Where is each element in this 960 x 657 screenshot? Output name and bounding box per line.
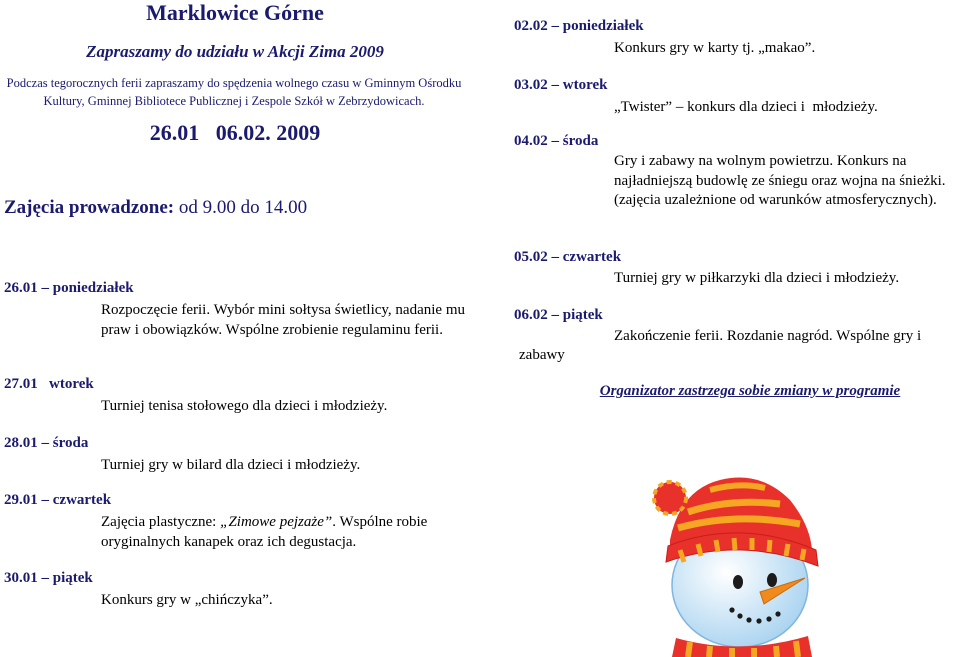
hours-line: [4, 197, 307, 219]
hours-label: Zajęcia prowadzone:: [4, 197, 175, 218]
snowman-pompom: [654, 482, 686, 514]
schedule-desc-7: „Twister” – konkurs dla dzieci i młodzieży.: [614, 99, 878, 115]
schedule-desc-3: Turniej gry w bilard dla dzieci i młodzieży.: [101, 457, 361, 473]
event-dates: 26.01 06.02. 2009: [149, 120, 321, 145]
schedule-desc-6: Konkurs gry w karty tj. „makao”.: [614, 40, 816, 56]
schedule-day-7: 03.02 – wtorek: [514, 77, 608, 93]
snowman-icon: [640, 470, 830, 657]
snowman-eye-left: [733, 575, 743, 589]
schedule-desc-4-b: . Wspólne robie oryginalnych kanapek oraz ich degustacja.: [101, 514, 428, 550]
schedule-desc-4-a: Zajęcia plastyczne:: [101, 514, 221, 530]
schedule-desc-4: [101, 512, 473, 552]
intro-text: Podczas tegorocznych ferii zapraszamy do spędzenia wolnego czasu w Gminnym Ośrodku Kultury, Gminnej Bibliotece Publicznej i Zespole Szkół w Zebrzydowicach.: [6, 76, 462, 108]
page-subtitle: Zapraszamy do udziału w Akcji Zima 2009: [86, 42, 384, 61]
schedule-day-6: 02.02 – poniedziałek: [514, 18, 644, 34]
schedule-day-5: 30.01 – piątek: [4, 570, 93, 586]
schedule-desc-10-cont: zabawy: [519, 347, 565, 363]
schedule-day-4: 29.01 – czwartek: [4, 492, 112, 508]
hours-value: od 9.00 do 14.00: [174, 197, 308, 218]
schedule-day-10: 06.02 – piątek: [514, 307, 603, 323]
schedule-day-1: 26.01 – poniedziałek: [4, 280, 134, 296]
snowman-eye-right: [767, 573, 777, 587]
footer-note: Organizator zastrzega sobie zmiany w programie: [599, 383, 901, 399]
schedule-day-2: 27.01 wtorek: [4, 376, 94, 392]
schedule-desc-4-italic: „Zimowe pejzaże”: [220, 514, 333, 530]
schedule-desc-1: Rozpoczęcie ferii. Wybór mini sołtysa świetlicy, nadanie mu praw i obowiązków. Wspólne zrobienie regulaminu ferii.: [101, 302, 465, 338]
schedule-desc-2: Turniej tenisa stołowego dla dzieci i młodzieży.: [101, 398, 388, 414]
schedule-desc-8: Gry i zabawy na wolnym powietrzu. Konkurs na najładniejszą budowlę ze śniegu oraz wojna na śnieżki. (zajęcia uzależnione od warunków atmosferycznych).: [614, 153, 946, 208]
schedule-desc-10: Zakończenie ferii. Rozdanie nagród. Wspólne gry i: [614, 328, 922, 344]
page-title: Marklowice Górne: [146, 0, 324, 25]
schedule-day-8: 04.02 – środa: [514, 133, 599, 149]
schedule-day-3: 28.01 – środa: [4, 435, 89, 451]
schedule-day-9: 05.02 – czwartek: [514, 249, 622, 265]
schedule-desc-9: Turniej gry w piłkarzyki dla dzieci i młodzieży.: [614, 270, 900, 286]
schedule-desc-5: Konkurs gry w „chińczyka”.: [101, 592, 273, 608]
